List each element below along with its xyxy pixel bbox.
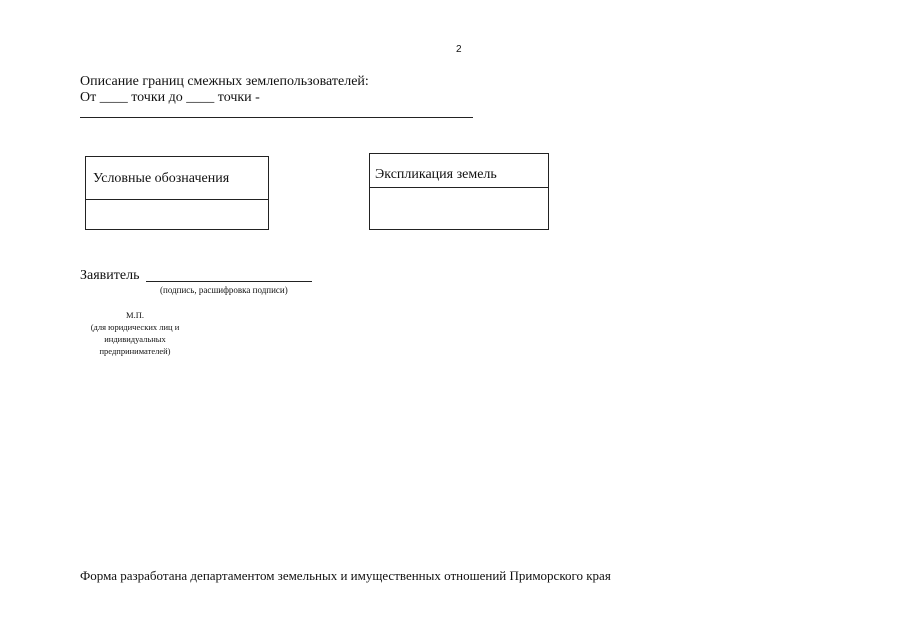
page-number: 2 (456, 44, 462, 55)
footer-note: Форма разработана департаментом земельных и имущественных отношений Приморского края (80, 568, 611, 583)
signature-hint: (подпись, расшифровка подписи) (160, 285, 288, 295)
explication-box-title: Экспликация земель (370, 154, 548, 188)
applicant-signature-line (146, 281, 312, 282)
boundaries-heading: Описание границ смежных землепользователей: (80, 74, 369, 89)
from-to-points-line: От ____ точки до ____ точки - (80, 90, 260, 105)
explication-box (369, 153, 549, 230)
legend-box (85, 156, 269, 230)
stamp-note-line-2: индивидуальных (104, 334, 166, 344)
boundaries-description-rule (80, 117, 473, 118)
stamp-note-line-1: (для юридических лиц и (90, 322, 180, 332)
stamp-mark: М.П. (126, 310, 144, 320)
stamp-note-line-3: предпринимателей) (99, 346, 171, 356)
legend-box-title: Условные обозначения (86, 157, 268, 200)
stamp-block (80, 309, 190, 357)
applicant-label: Заявитель (80, 268, 140, 283)
